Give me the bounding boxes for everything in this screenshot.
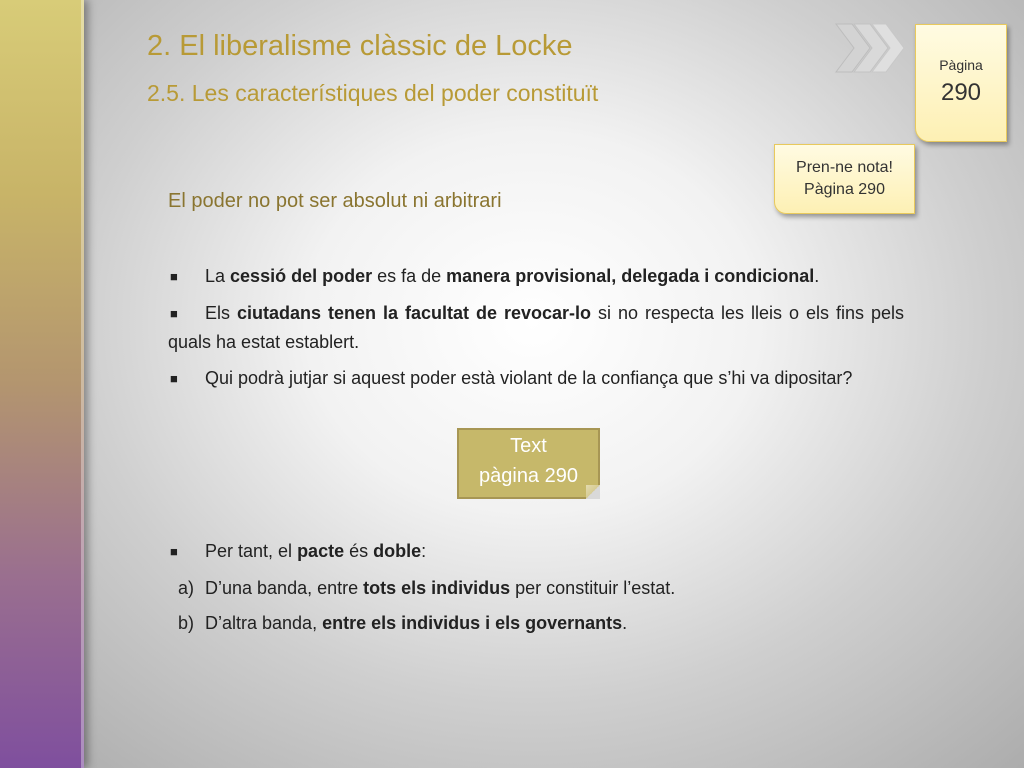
square-bullet-icon: ■ <box>170 371 178 386</box>
page-note-label: Pàgina <box>939 57 983 73</box>
pren-ne-nota-note <box>774 144 915 214</box>
text-box-line-1: Text <box>510 435 547 457</box>
bullet-list <box>168 262 904 401</box>
page-fold-icon <box>586 485 600 499</box>
bullet-item: ■ La cessió del poder es fa de manera provisional, delegada i condicional. <box>168 262 904 291</box>
section-heading: El poder no pot ser absolut ni arbitrari <box>168 190 502 212</box>
text-box-line-2: pàgina 290 <box>479 465 578 487</box>
double-chevron-icon <box>834 22 906 74</box>
pacte-section <box>168 537 904 644</box>
slide-title: 2. El liberalisme clàssic de Locke <box>147 30 573 62</box>
page-note-number: 290 <box>940 79 982 106</box>
page-note <box>915 24 1007 142</box>
bullet-item: ■ Els ciutadans tenen la facultat de revocar-lo si no respecta les lleis o els fins pels quals ha estat establert. <box>168 299 904 356</box>
square-bullet-icon: ■ <box>170 306 178 321</box>
nota-line-1: Pren-ne nota! <box>796 159 893 176</box>
slide-subtitle: 2.5. Les característiques del poder constituït <box>147 80 599 106</box>
list-item-b: b) D’altra banda, entre els individus i els governants. <box>178 613 628 633</box>
bullet-item: ■ Qui podrà jutjar si aquest poder està violant de la confiança que s’hi va dipositar? <box>168 364 904 393</box>
list-item-a: a) D’una banda, entre tots els individus per constituir l’estat. <box>178 578 676 598</box>
sidebar-decoration <box>0 0 84 768</box>
square-bullet-icon: ■ <box>170 269 178 284</box>
text-page-button[interactable] <box>457 428 600 499</box>
square-bullet-icon: ■ <box>170 544 178 559</box>
nota-line-2: Pàgina 290 <box>804 181 885 198</box>
bullet-item: ■ Per tant, el pacte és doble: <box>168 537 904 566</box>
